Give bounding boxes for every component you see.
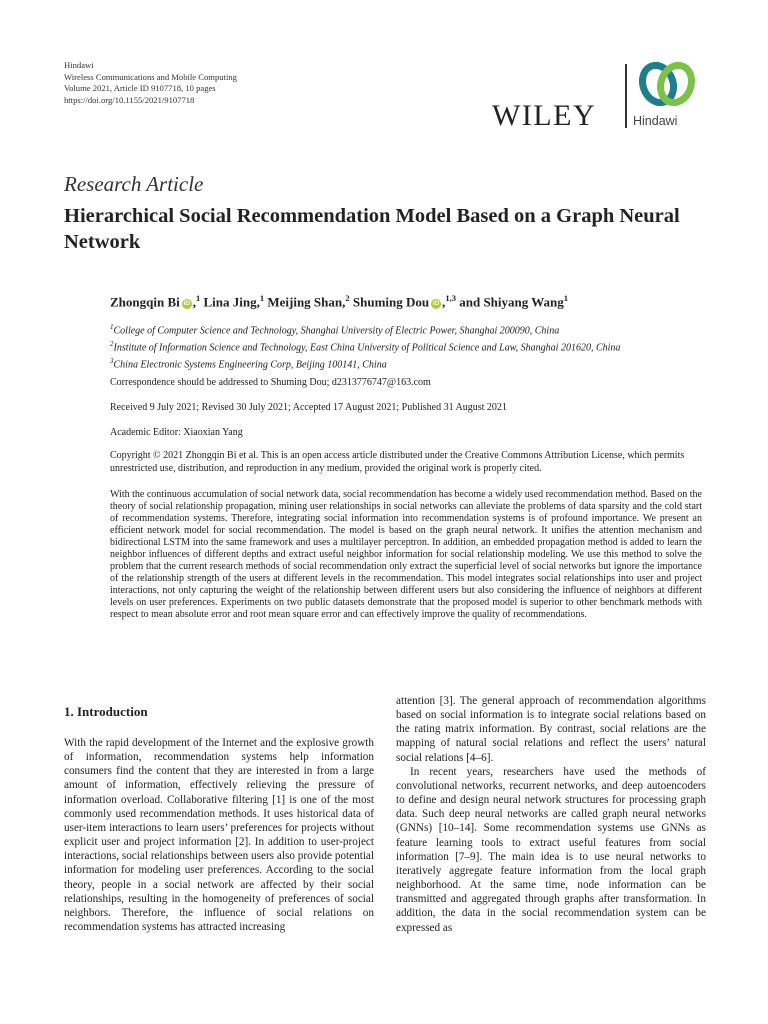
abstract: With the continuous accumulation of social network data, social recommendation has become a widely used recommendation method. Based on the theory of social relationship propagation, mining user relationships in social networks can alleviate the problems of data sparsity and the cold start of recommendation systems. Therefore, integrating social information into recommendation systems is of profound importance. We present an efficient network model for social recommendation. The model is based on the graph neural network. It unifies the attention mechanism and bidirectional LSTM into the same framework and uses a multilayer perceptron. In addition, an embedded propagation method is added to learn the neighbor influences of different depths and extract useful neighbor information for social relationship modeling. We use this method to solve the problem that the current research methods of social recommendation only extract the superficial level of social networks but ignore the importance of the relationship strength of the users at different levels in the recommendation. This model integrates social relationships into user and project interactions, not only capturing the weight of the relationship between different users but also considering the influence of neighbors at different levels on user preferences. Experiments on two public datasets demonstrate that the proposed model is superior to other benchmark methods with respect to mean absolute error and root mean square error and can effectively improve the quality of recommendations. [110, 489, 702, 620]
doi-link[interactable]: https://doi.org/10.1155/2021/9107718 [64, 94, 195, 105]
affiliation-text: College of Computer Science and Technology, Shanghai University of Electric Power, Shanghai 200090, China [113, 325, 560, 337]
author-list: Zhongqin Bi iD ,$^1$ Lina Jing,$^1$ Meijing Shan,$^2$ Shuming Dou iD ,$^{1,3}$ and Shiyang Wang$^1$ [110, 293, 569, 310]
orcid-icon[interactable]: iD [432, 300, 440, 308]
journal-info [64, 60, 237, 106]
hindawi-logo-text: Hindawi [633, 114, 678, 128]
author-name[interactable]: Shiyang Wang [483, 294, 564, 310]
author-name[interactable]: Shuming Dou [352, 294, 430, 310]
wiley-logo: WILEY [492, 99, 597, 132]
journal-name: Wireless Communications and Mobile Computing [64, 71, 237, 82]
logo-divider [625, 64, 627, 128]
body-paragraph: attention [3]. The general approach of recommendation algorithms based on social information is to integrate social relations based on the rating matrix information. By contrast, social relations are the mapping of natural social relations and reflect the users’ natural social relations [4–6]. [396, 695, 706, 764]
body-paragraph: In recent years, researchers have used the methods of convolutional networks, recurrent networks, and deep autoencoders to define and design neural network structures for processing graph data. Such deep neural networks are called graph neural networks (GNNs) [10–14]. Some recommendation systems use GNNs as feature learning tools to extract useful features from social information [7–9]. The main idea is to use neural networks to iteratively aggregate feature information from the local graph neighborhood. At the same time, node information can be transmitted and aggregated through graphs after transformation. In addition, the data in the social recommendation system can be expressed as [396, 765, 706, 934]
article-title: Hierarchical Social Recommendation Model Based on a Graph Neural Network [64, 205, 680, 253]
author-affiliation: 1,3 [445, 293, 456, 303]
author-affiliation: 1 [196, 293, 201, 303]
article-dates: Received 9 July 2021; Revised 30 July 2021; Accepted 17 August 2021; Published 31 August 2021 [110, 402, 507, 413]
affiliation-text: Institute of Information Science and Technology, East China University of Political Science and Law, Shanghai 201620, China [113, 342, 621, 354]
orcid-icon[interactable]: iD [183, 300, 190, 308]
affiliation-item [110, 321, 620, 338]
author-name[interactable]: Zhongqin Bi [110, 294, 180, 310]
hindawi-rings-icon [636, 58, 698, 110]
section-heading: 1. Introduction [64, 704, 148, 719]
copyright-notice: Copyright © 2021 Zhongqin Bi et al. This is an open access article distributed under the Creative Commons Attribution License, which permits unrestricted use, distribution, and reproduction in any medium, provided the original work is properly cited. [110, 450, 685, 475]
affiliation-number: 2 [110, 339, 114, 348]
affiliation-item [110, 338, 620, 355]
author-name[interactable]: Lina Jing [203, 294, 257, 310]
affiliation-number: 1 [110, 323, 114, 331]
affiliations [110, 321, 620, 371]
affiliation-item [110, 355, 620, 372]
affiliation-number: 3 [110, 356, 114, 365]
affiliation-text: China Electronic Systems Engineering Corp, Beijing 100141, China [113, 358, 387, 370]
correspondence: Correspondence should be addressed to Shuming Dou; d2313776747@163.com [110, 377, 431, 388]
journal-volume: Volume 2021, Article ID 9107718, 10 pages [64, 83, 216, 94]
article-type: Research Article [64, 172, 204, 196]
publisher-name: Hindawi [64, 60, 94, 70]
academic-editor: Academic Editor: Xiaoxian Yang [110, 427, 243, 438]
author-name[interactable]: Meijing Shan [267, 294, 343, 310]
author-affiliation: 1 [259, 293, 265, 303]
body-column-right [396, 694, 706, 935]
author-affiliation: 1 [563, 293, 569, 303]
body-column-left: With the rapid development of the Internet and the explosive growth of information, recommendation systems help information consumers find the content that they are interested in from a large amount of information, effectively relieving the pressure of information overload. Collaborative filtering [1] is one of the most commonly used recommendation methods. It uses historical data of user-item interactions to learn users’ preferences for projects without explicit user and project information [2]. In addition to user-project interactions, social relationships between users also provide potential information for modeling user preferences. According to the social theory, people in a social network are affected by their social relationships, resulting in the homogeneity of preferences of social neighbors. Therefore, the influence of social relations on recommendation systems has attracted increasing [64, 737, 374, 934]
author-affiliation: 2 [345, 293, 350, 303]
